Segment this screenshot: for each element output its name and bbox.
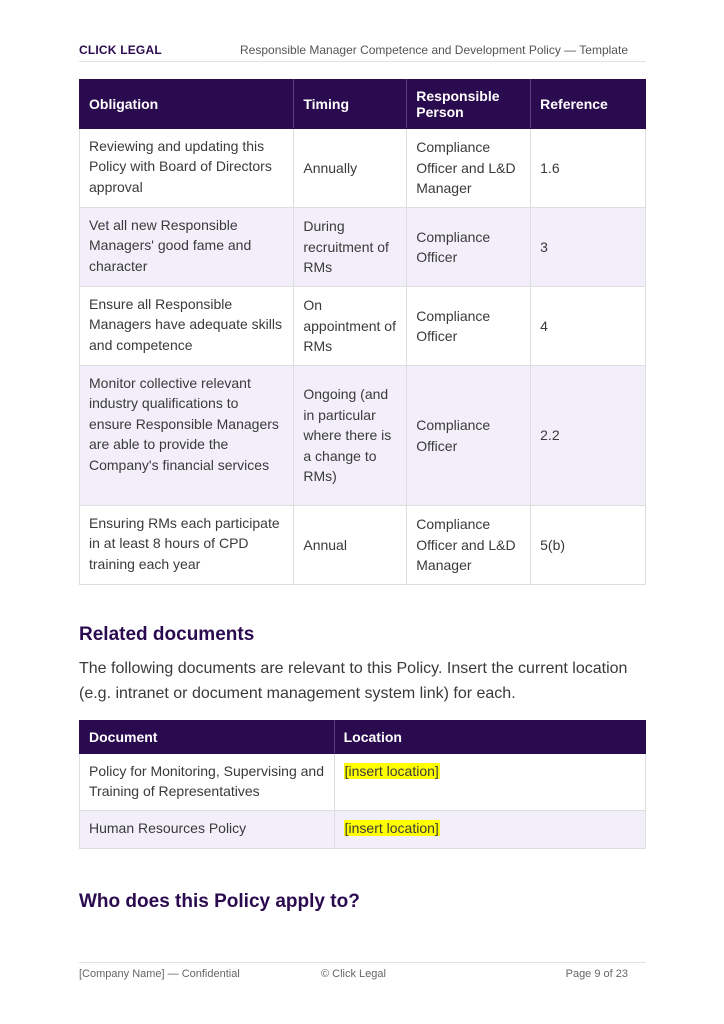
column-header-timing: Timing [294,80,407,129]
table-row [80,754,646,811]
table-row [80,811,646,849]
related-documents-intro: The following documents are relevant to this Policy. Insert the current location (e.g. intranet or document management system link) for each. [79,660,628,702]
page-footer [79,962,646,980]
timing-cell: Annually [294,129,407,208]
footer-company: [Company Name] — Confidential [79,968,240,980]
reference-cell: 5(b) [531,506,646,585]
table-row [80,129,646,208]
obligation-cell: Monitor collective relevant industry qualifications to ensure Responsible Managers are able to provide the Company's financial services [80,366,294,506]
responsible-person-cell: Compliance Officer [407,366,531,506]
obligation-cell: Reviewing and updating this Policy with Board of Directors approval [80,129,294,208]
obligations-table [79,79,646,585]
column-header-reference: Reference [531,80,646,129]
responsible-person-cell: Compliance Officer [407,208,531,287]
responsible-person-cell: Compliance Officer and L&D Manager [407,129,531,208]
document-name-cell: Human Resources Policy [80,811,335,849]
table-row [80,366,646,506]
location-cell [334,811,645,849]
who-applies-heading: Who does this Policy apply to? [79,891,360,912]
timing-cell: During recruitment of RMs [294,208,407,287]
page-header [79,40,646,62]
responsible-person-cell: Compliance Officer and L&D Manager [407,506,531,585]
table-header-row [80,721,646,754]
reference-cell: 4 [531,287,646,366]
obligation-cell: Vet all new Responsible Managers' good fame and character [80,208,294,287]
responsible-person-cell: Compliance Officer [407,287,531,366]
column-header-responsible-person: Responsible Person [407,80,531,129]
table-row [80,287,646,366]
table-row [80,208,646,287]
obligation-cell: Ensuring RMs each participate in at least 8 hours of CPD training each year [80,506,294,585]
table-header-row [80,80,646,129]
related-documents-heading: Related documents [79,624,255,645]
location-cell [334,754,645,811]
related-documents-table [79,720,646,849]
document-title: Responsible Manager Competence and Development Policy — Template [240,43,628,57]
timing-cell: Ongoing (and in particular where there is a change to RMs) [294,366,407,506]
footer-page-number: Page 9 of 23 [565,968,628,980]
column-header-obligation: Obligation [80,80,294,129]
obligation-cell: Ensure all Responsible Managers have adequate skills and competence [80,287,294,366]
location-placeholder[interactable]: [insert location] [344,763,439,779]
reference-cell: 2.2 [531,366,646,506]
timing-cell: Annual [294,506,407,585]
reference-cell: 1.6 [531,129,646,208]
table-row [80,506,646,585]
document-name-cell: Policy for Monitoring, Supervising and Training of Representatives [80,754,335,811]
location-placeholder[interactable]: [insert location] [344,820,439,836]
reference-cell: 3 [531,208,646,287]
column-header-location: Location [334,721,645,754]
footer-copyright: © Click Legal [321,968,386,980]
brand-name: CLICK LEGAL [79,43,162,57]
column-header-document: Document [80,721,335,754]
timing-cell: On appointment of RMs [294,287,407,366]
